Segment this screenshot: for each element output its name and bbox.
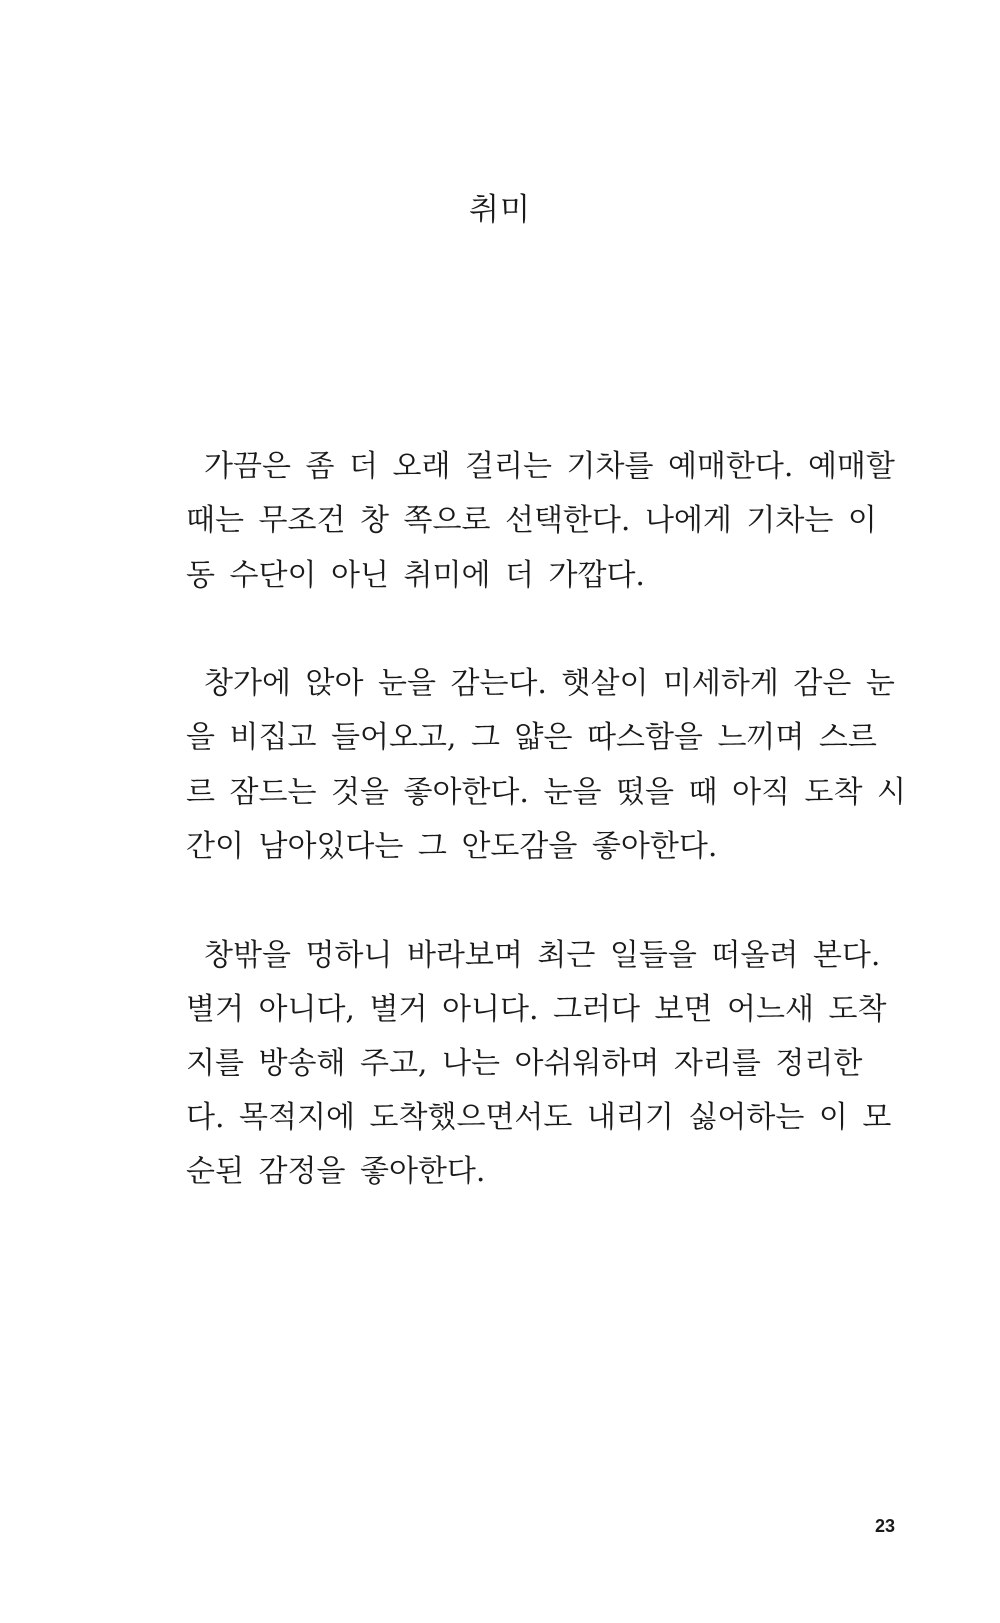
paragraph-line: 때는 무조건 창 쪽으로 선택한다. 나에게 기차는 이 xyxy=(186,503,877,538)
paragraph-line: 창밖을 멍하니 바라보며 최근 일들을 떠올려 본다. xyxy=(204,938,881,973)
paragraph-line: 을 비집고 들어오고, 그 얇은 따스함을 느끼며 스르 xyxy=(186,720,877,755)
paragraph-line: 지를 방송해 주고, 나는 아쉬워하며 자리를 정리한 xyxy=(186,1046,863,1081)
paragraph-line: 순된 감정을 좋아한다. xyxy=(186,1154,486,1189)
paragraph-line: 간이 남아있다는 그 안도감을 좋아한다. xyxy=(186,829,718,864)
paragraph-line: 르 잠드는 것을 좋아한다. 눈을 떴을 때 아직 도착 시 xyxy=(186,775,906,810)
paragraph-line: 동 수단이 아닌 취미에 더 가깝다. xyxy=(186,558,645,593)
paragraph-line: 별거 아니다, 별거 아니다. 그러다 보면 어느새 도착 xyxy=(186,992,887,1027)
paragraph-line: 가끔은 좀 더 오래 걸리는 기차를 예매한다. 예매할 xyxy=(204,449,895,484)
chapter-title: 취미 xyxy=(469,192,531,228)
page-number: 23 xyxy=(874,1516,895,1536)
paragraph-line: 창가에 앉아 눈을 감는다. 햇살이 미세하게 감은 눈 xyxy=(204,666,895,701)
paragraph-line: 다. 목적지에 도착했으면서도 내리기 싫어하는 이 모 xyxy=(186,1100,892,1135)
